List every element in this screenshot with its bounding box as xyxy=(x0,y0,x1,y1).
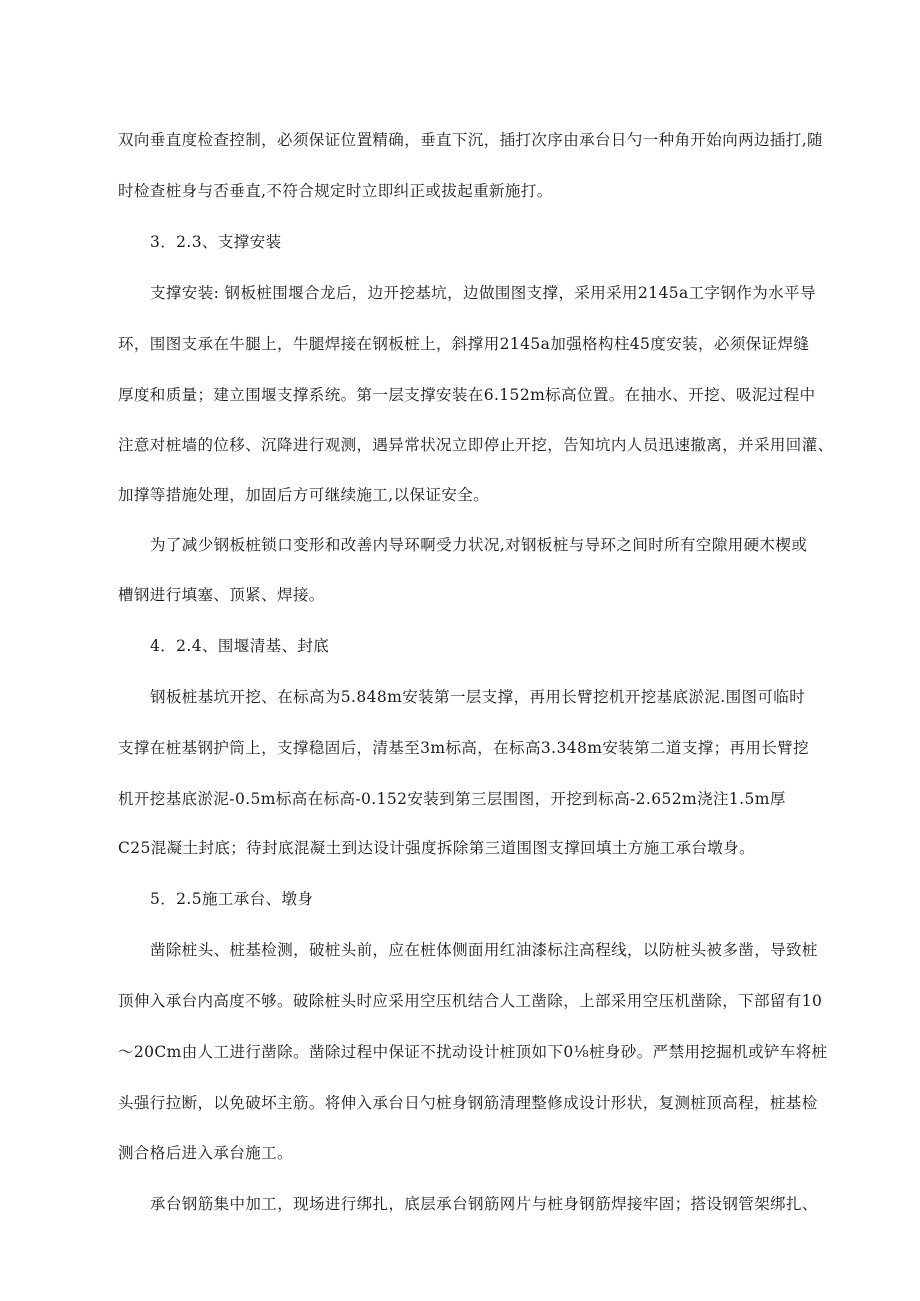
text-line: 支撑安装: 钢板桩围堰合龙后，边开挖基坑，边做围图支撑，采用采用2145a工字钢作为水平导 xyxy=(150,284,816,302)
text-line: 厚度和质量；建立围堰支撑系统。第一层支撑安装在6.152m标高位置。在抽水、开挖、吸泥过程中 xyxy=(118,386,816,404)
section-heading: 5．2.5施工承台、墩身 xyxy=(150,890,314,908)
text-line: ～20Cm由人工进行凿除。凿除过程中保证不扰动设计桩顶如下0⅛桩身砂。严禁用挖掘机或铲车将桩 xyxy=(118,1043,828,1061)
section-heading: 4．2.4、围堰清基、封底 xyxy=(150,637,330,655)
text-line: 凿除桩头、桩基检测，破桩头前，应在桩体侧面用红油漆标注高程线，以防桩头被多凿，导致桩 xyxy=(150,941,818,959)
text-line: 头强行拉断，以免破坏主筋。将伸入承台日勺桩身钢筋清理整修成设计形状，复测桩顶高程，桩基检 xyxy=(118,1094,818,1112)
text-line: 测合格后进入承台施工。 xyxy=(118,1144,293,1162)
text-line: 双向垂直度检查控制，必须保证位置精确，垂直下沉，插打次序由承台日勺一种角开始向两边插打,随 xyxy=(118,131,823,149)
text-line: 机开挖基底淤泥-0.5m标高在标高-0.152安装到第三层围图，开挖到标高-2.652m浇注1.5m厚 xyxy=(118,790,786,808)
text-line: 注意对桩墙的位移、沉降进行观测，遇异常状况立即停止开挖，告知坑内人员迅速撤离，并采用回灌、 xyxy=(118,436,834,454)
text-line: C25混凝土封底；待封底混凝土到达设计强度拆除第三道围图支撑回填土方施工承台墩身。 xyxy=(118,839,755,857)
section-heading: 3．2.3、支撑安装 xyxy=(150,233,282,251)
text-line: 支撑在桩基钢护筒上，支撑稳固后，清基至3m标高，在标高3.348m安装第二道支撑；再用长臂挖 xyxy=(118,739,810,757)
text-line: 环，围图支承在牛腿上，牛腿焊接在钢板桩上，斜撑用2145a加强格构柱45度安装，必须保证焊缝 xyxy=(118,335,810,353)
text-line: 时检查桩身与否垂直,不符合规定时立即纠正或拔起重新施打。 xyxy=(118,182,553,200)
text-line: 为了减少钢板桩锁口变形和改善内导环啊受力状况,对钢板桩与导环之间时所有空隙用硬木楔或 xyxy=(150,536,808,554)
text-line: 槽钢进行填塞、顶紧、焊接。 xyxy=(118,586,325,604)
text-line: 顶伸入承台内高度不够。破除桩头时应采用空压机结合人工凿除，上部采用空压机凿除，下部留有10 xyxy=(118,992,823,1010)
text-line: 加撑等措施处理，加固后方可继续施工,以保证安全。 xyxy=(118,486,490,504)
text-line: 钢板桩基坑开挖、在标高为5.848m安装第一层支撑，再用长臂挖机开挖基底淤泥.围图可临时 xyxy=(150,688,806,706)
text-line: 承台钢筋集中加工，现场进行绑扎，底层承台钢筋网片与桩身钢筋焊接牢固；搭设钢管架绑扎、 xyxy=(150,1195,818,1213)
